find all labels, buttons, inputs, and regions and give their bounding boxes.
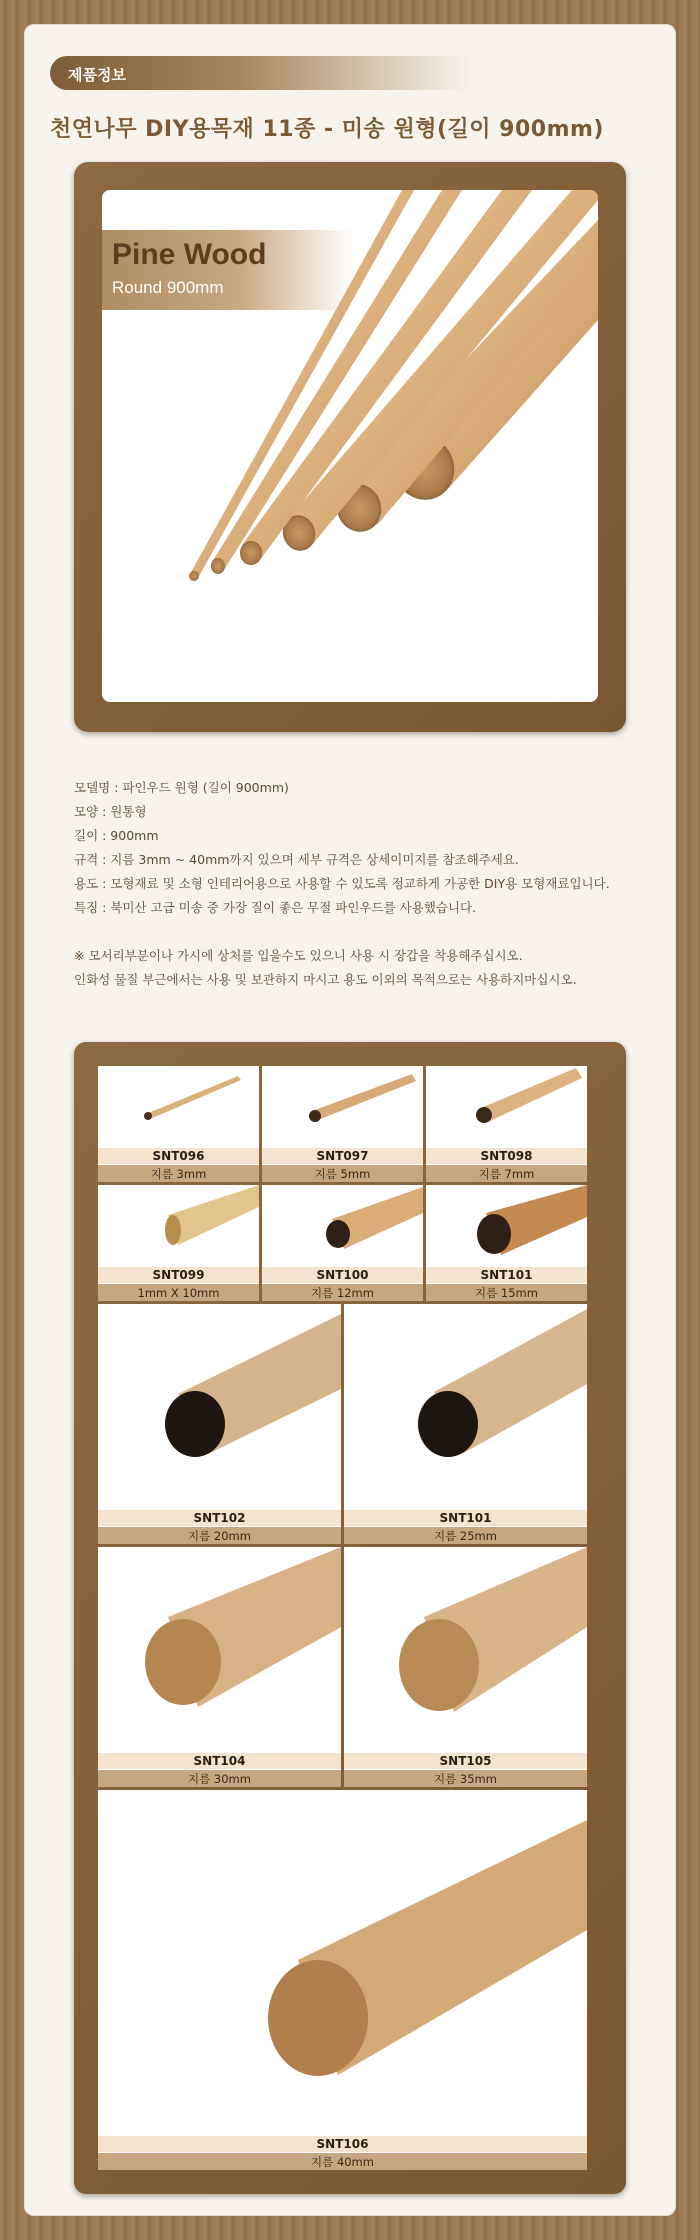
dowel-image (98, 1066, 259, 1148)
product-size: 지름 20mm (98, 1526, 341, 1544)
product-code: SNT106 (98, 2136, 587, 2152)
product-card (262, 1185, 423, 1301)
dowel-image (98, 1185, 259, 1267)
hero-label (102, 230, 352, 310)
product-size: 지름 25mm (344, 1526, 587, 1544)
product-size: 1mm X 10mm (98, 1283, 259, 1301)
product-code: SNT096 (98, 1148, 259, 1164)
spec-feature: 특징 : 북미산 고급 미송 중 가장 질이 좋은 무절 파인우드를 사용했습니다. (74, 900, 477, 915)
product-card (98, 1790, 587, 2170)
dowel-image (344, 1304, 587, 1510)
product-detail-page (24, 24, 676, 2216)
product-grid-frame (74, 1042, 626, 2194)
dowel-image (426, 1185, 587, 1267)
product-card (344, 1304, 587, 1544)
hero-image (102, 190, 598, 702)
caution-note-2: 인화성 물질 부근에서는 사용 및 보관하지 마시고 용도 이외의 목적으로는 사용하지마십시오. (74, 972, 577, 987)
section-tab (50, 56, 470, 90)
product-card (426, 1185, 587, 1301)
product-code: SNT102 (98, 1510, 341, 1526)
product-card (98, 1547, 341, 1787)
hero-subtitle: Round 900mm (112, 278, 224, 297)
section-tab-label: 제품정보 (68, 66, 126, 84)
dowel-image (262, 1066, 423, 1148)
dowel-image (98, 1304, 341, 1510)
product-card (344, 1547, 587, 1787)
product-code: SNT100 (262, 1267, 423, 1283)
spec-size: 규격 : 지름 3mm ~ 40mm까지 있으며 세부 규격은 상세이미지를 참조해주세요. (74, 852, 519, 867)
spec-length: 길이 : 900mm (74, 828, 159, 843)
product-card (426, 1066, 587, 1182)
spec-shape: 모양 : 원통형 (74, 804, 147, 819)
spec-usage: 용도 : 모형재료 및 소형 인테리어용으로 사용할 수 있도록 정교하게 가공한 DIY용 모형재료입니다. (74, 876, 610, 891)
product-code: SNT101 (344, 1510, 587, 1526)
spec-model: 모델명 : 파인우드 원형 (길이 900mm) (74, 780, 289, 795)
dowel-image (426, 1066, 587, 1148)
spec-list (74, 776, 610, 920)
product-size: 지름 7mm (426, 1164, 587, 1182)
product-size: 지름 12mm (262, 1283, 423, 1301)
hero-title: Pine Wood (112, 238, 267, 271)
dowel-image (262, 1185, 423, 1267)
caution-notes (74, 944, 577, 992)
product-title: 천연나무 DIY용목재 11종 - 미송 원형(길이 900mm) (50, 117, 604, 142)
product-card (262, 1066, 423, 1182)
product-size: 지름 15mm (426, 1283, 587, 1301)
product-card (98, 1066, 259, 1182)
product-code: SNT099 (98, 1267, 259, 1283)
product-card (98, 1304, 341, 1544)
hero-image-frame (74, 162, 626, 732)
product-size: 지름 5mm (262, 1164, 423, 1182)
dowel-image (344, 1547, 587, 1753)
dowel-image (98, 1547, 341, 1753)
product-size: 지름 35mm (344, 1769, 587, 1787)
product-code: SNT104 (98, 1753, 341, 1769)
product-code: SNT097 (262, 1148, 423, 1164)
caution-note-1: ※ 모서리부분이나 가시에 상처를 입을수도 있으니 사용 시 장갑을 착용해주십시오. (74, 948, 523, 963)
product-code: SNT101 (426, 1267, 587, 1283)
product-size: 지름 30mm (98, 1769, 341, 1787)
product-size: 지름 40mm (98, 2152, 587, 2170)
product-card (98, 1185, 259, 1301)
product-code: SNT098 (426, 1148, 587, 1164)
dowel-image (98, 1790, 587, 2136)
product-size: 지름 3mm (98, 1164, 259, 1182)
product-code: SNT105 (344, 1753, 587, 1769)
